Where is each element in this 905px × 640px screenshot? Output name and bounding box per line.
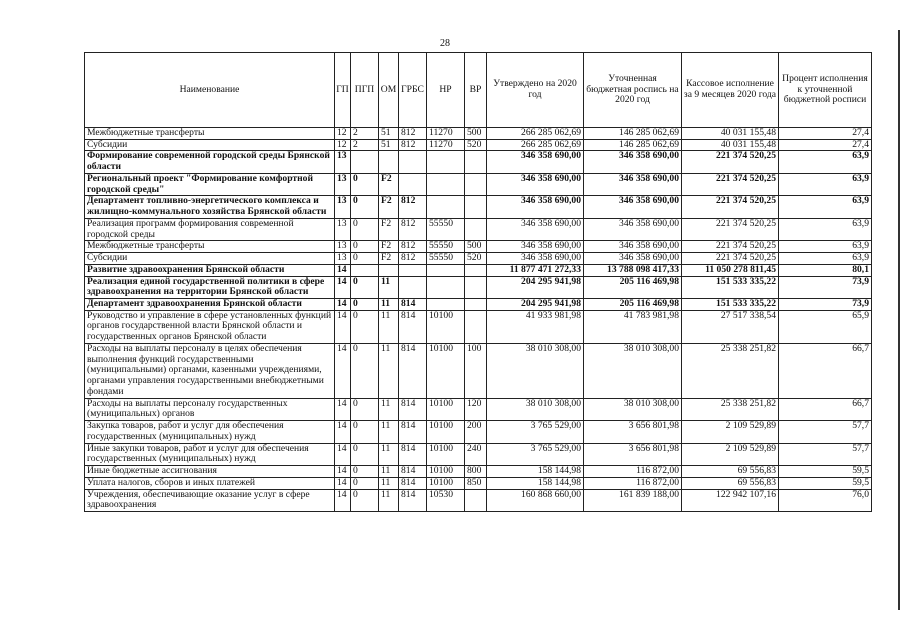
cash-cell: 221 374 520,25	[682, 218, 779, 240]
gp-cell: 14	[335, 398, 351, 420]
vr-cell	[465, 196, 487, 218]
grbs-cell: 814	[399, 343, 427, 398]
gp-cell: 14	[335, 299, 351, 311]
percent-cell: 80,1	[779, 264, 872, 276]
refined-cell: 346 358 690,00	[584, 253, 682, 265]
om-cell: 11	[379, 466, 399, 478]
name-cell: Учреждения, обеспечивающие оказание услуг в сфере здравоохранения	[85, 489, 335, 511]
percent-cell: 63,9	[779, 196, 872, 218]
refined-cell: 38 010 308,00	[584, 343, 682, 398]
approved-cell: 266 285 062,69	[487, 128, 584, 140]
grbs-cell: 812	[399, 128, 427, 140]
percent-cell: 63,9	[779, 253, 872, 265]
gp-cell: 13	[335, 173, 351, 195]
cash-cell: 221 374 520,25	[682, 241, 779, 253]
vr-cell: 500	[465, 241, 487, 253]
ppgp-cell: 0	[351, 276, 379, 298]
np-cell: 11270	[427, 139, 465, 151]
approved-cell: 158 144,98	[487, 466, 584, 478]
gp-cell: 13	[335, 218, 351, 240]
cash-cell: 221 374 520,25	[682, 173, 779, 195]
name-cell: Уплата налогов, сборов и иных платежей	[85, 477, 335, 489]
np-cell: 10530	[427, 489, 465, 511]
refined-cell: 13 788 098 417,33	[584, 264, 682, 276]
np-cell	[427, 299, 465, 311]
ppgp-cell: 0	[351, 196, 379, 218]
vr-cell	[465, 276, 487, 298]
om-cell: 11	[379, 477, 399, 489]
column-header-grbs: ГРБС	[399, 53, 427, 128]
name-cell: Департамент здравоохранения Брянской области	[85, 299, 335, 311]
table-row	[85, 128, 872, 140]
ppgp-cell: 0	[351, 299, 379, 311]
approved-cell: 346 358 690,00	[487, 196, 584, 218]
table-row	[85, 196, 872, 218]
table-row	[85, 218, 872, 240]
np-cell: 10100	[427, 421, 465, 443]
np-cell	[427, 151, 465, 173]
name-cell: Расходы на выплаты персоналу государственных (муниципальных) органов	[85, 398, 335, 420]
percent-cell: 76,0	[779, 489, 872, 511]
vr-cell: 800	[465, 466, 487, 478]
approved-cell: 11 877 471 272,33	[487, 264, 584, 276]
budget-table	[84, 52, 872, 512]
np-cell	[427, 276, 465, 298]
table-row	[85, 489, 872, 511]
ppgp-cell: 0	[351, 218, 379, 240]
ppgp-cell	[351, 151, 379, 173]
table-row	[85, 173, 872, 195]
cash-cell: 151 533 335,22	[682, 276, 779, 298]
grbs-cell: 812	[399, 196, 427, 218]
om-cell: F2	[379, 241, 399, 253]
np-cell	[427, 264, 465, 276]
ppgp-cell: 0	[351, 421, 379, 443]
vr-cell: 520	[465, 253, 487, 265]
approved-cell: 346 358 690,00	[487, 253, 584, 265]
refined-cell: 346 358 690,00	[584, 196, 682, 218]
vr-cell: 850	[465, 477, 487, 489]
percent-cell: 59,5	[779, 477, 872, 489]
grbs-cell: 814	[399, 466, 427, 478]
table-row	[85, 421, 872, 443]
gp-cell: 13	[335, 241, 351, 253]
om-cell: 11	[379, 398, 399, 420]
ppgp-cell: 0	[351, 173, 379, 195]
cash-cell: 2 109 529,89	[682, 443, 779, 465]
table-header-row	[85, 53, 872, 128]
grbs-cell	[399, 276, 427, 298]
name-cell: Формирование современной городской среды Брянской области	[85, 151, 335, 173]
gp-cell: 14	[335, 477, 351, 489]
refined-cell: 205 116 469,98	[584, 276, 682, 298]
grbs-cell: 812	[399, 218, 427, 240]
om-cell: 11	[379, 443, 399, 465]
np-cell: 10100	[427, 477, 465, 489]
np-cell: 10100	[427, 466, 465, 478]
table-row	[85, 264, 872, 276]
column-header-ppgp: ПГП	[351, 53, 379, 128]
np-cell: 55550	[427, 241, 465, 253]
om-cell: 11	[379, 310, 399, 343]
om-cell: 11	[379, 489, 399, 511]
ppgp-cell: 2	[351, 139, 379, 151]
om-cell: F2	[379, 173, 399, 195]
name-cell: Закупка товаров, работ и услуг для обеспечения государственных (муниципальных) нужд	[85, 421, 335, 443]
table-row	[85, 241, 872, 253]
table-row	[85, 299, 872, 311]
approved-cell: 346 358 690,00	[487, 241, 584, 253]
ppgp-cell: 0	[351, 466, 379, 478]
column-header-approved: Утверждено на 2020 год	[487, 53, 584, 128]
approved-cell: 346 358 690,00	[487, 218, 584, 240]
gp-cell: 12	[335, 139, 351, 151]
ppgp-cell: 0	[351, 443, 379, 465]
refined-cell: 38 010 308,00	[584, 398, 682, 420]
name-cell: Региональный проект "Формирование комфортной городской среды"	[85, 173, 335, 195]
cash-cell: 69 556,83	[682, 466, 779, 478]
grbs-cell: 814	[399, 398, 427, 420]
np-cell	[427, 196, 465, 218]
refined-cell: 346 358 690,00	[584, 241, 682, 253]
om-cell: 11	[379, 276, 399, 298]
refined-cell: 346 358 690,00	[584, 173, 682, 195]
vr-cell: 100	[465, 343, 487, 398]
ppgp-cell: 0	[351, 489, 379, 511]
approved-cell: 41 933 981,98	[487, 310, 584, 343]
np-cell: 55550	[427, 253, 465, 265]
gp-cell: 12	[335, 128, 351, 140]
om-cell: F2	[379, 253, 399, 265]
vr-cell	[465, 151, 487, 173]
np-cell: 10100	[427, 343, 465, 398]
np-cell: 11270	[427, 128, 465, 140]
vr-cell	[465, 264, 487, 276]
refined-cell: 346 358 690,00	[584, 151, 682, 173]
ppgp-cell: 0	[351, 310, 379, 343]
refined-cell: 161 839 188,00	[584, 489, 682, 511]
percent-cell: 57,7	[779, 443, 872, 465]
column-header-cash: Кассовое исполнение за 9 месяцев 2020 года	[682, 53, 779, 128]
gp-cell: 14	[335, 276, 351, 298]
vr-cell	[465, 173, 487, 195]
percent-cell: 73,9	[779, 299, 872, 311]
vr-cell	[465, 489, 487, 511]
grbs-cell: 814	[399, 489, 427, 511]
percent-cell: 57,7	[779, 421, 872, 443]
percent-cell: 73,9	[779, 276, 872, 298]
refined-cell: 3 656 801,98	[584, 443, 682, 465]
table-row	[85, 443, 872, 465]
om-cell: F2	[379, 218, 399, 240]
percent-cell: 63,9	[779, 218, 872, 240]
grbs-cell	[399, 173, 427, 195]
ppgp-cell: 0	[351, 241, 379, 253]
cash-cell: 2 109 529,89	[682, 421, 779, 443]
vr-cell: 240	[465, 443, 487, 465]
refined-cell: 346 358 690,00	[584, 218, 682, 240]
vr-cell: 120	[465, 398, 487, 420]
np-cell: 55550	[427, 218, 465, 240]
column-header-refined: Уточненная бюджетная роспись на 2020 год	[584, 53, 682, 128]
approved-cell: 3 765 529,00	[487, 421, 584, 443]
percent-cell: 27,4	[779, 128, 872, 140]
vr-cell: 520	[465, 139, 487, 151]
refined-cell: 146 285 062,69	[584, 128, 682, 140]
gp-cell: 13	[335, 253, 351, 265]
gp-cell: 14	[335, 421, 351, 443]
ppgp-cell: 0	[351, 253, 379, 265]
gp-cell: 13	[335, 151, 351, 173]
percent-cell: 63,9	[779, 151, 872, 173]
cash-cell: 221 374 520,25	[682, 196, 779, 218]
np-cell: 10100	[427, 443, 465, 465]
cash-cell: 122 942 107,16	[682, 489, 779, 511]
vr-cell: 200	[465, 421, 487, 443]
om-cell	[379, 151, 399, 173]
table-row	[85, 343, 872, 398]
name-cell: Расходы на выплаты персоналу в целях обеспечения выполнения функций государственными (муниципальными) органами, казенными учреждениями, органами управления государственными внебюджетными фондами	[85, 343, 335, 398]
np-cell: 10100	[427, 398, 465, 420]
approved-cell: 204 295 941,98	[487, 299, 584, 311]
table-row	[85, 151, 872, 173]
grbs-cell: 812	[399, 241, 427, 253]
name-cell: Реализация программ формирования современной городской среды	[85, 218, 335, 240]
table-row	[85, 139, 872, 151]
percent-cell: 63,9	[779, 241, 872, 253]
approved-cell: 158 144,98	[487, 477, 584, 489]
refined-cell: 41 783 981,98	[584, 310, 682, 343]
ppgp-cell: 0	[351, 398, 379, 420]
gp-cell: 14	[335, 343, 351, 398]
scan-edge-line	[898, 30, 900, 610]
grbs-cell: 814	[399, 299, 427, 311]
name-cell: Субсидии	[85, 139, 335, 151]
grbs-cell: 814	[399, 421, 427, 443]
cash-cell: 69 556,83	[682, 477, 779, 489]
cash-cell: 40 031 155,48	[682, 139, 779, 151]
om-cell: 11	[379, 299, 399, 311]
grbs-cell: 812	[399, 139, 427, 151]
approved-cell: 204 295 941,98	[487, 276, 584, 298]
om-cell	[379, 264, 399, 276]
approved-cell: 3 765 529,00	[487, 443, 584, 465]
om-cell: F2	[379, 196, 399, 218]
om-cell: 51	[379, 139, 399, 151]
cash-cell: 27 517 338,54	[682, 310, 779, 343]
cash-cell: 25 338 251,82	[682, 398, 779, 420]
gp-cell: 13	[335, 196, 351, 218]
column-header-om: ОМ	[379, 53, 399, 128]
grbs-cell	[399, 264, 427, 276]
np-cell: 10100	[427, 310, 465, 343]
cash-cell: 11 050 278 811,45	[682, 264, 779, 276]
approved-cell: 266 285 062,69	[487, 139, 584, 151]
approved-cell: 346 358 690,00	[487, 151, 584, 173]
table-row	[85, 398, 872, 420]
om-cell: 11	[379, 343, 399, 398]
cash-cell: 221 374 520,25	[682, 253, 779, 265]
ppgp-cell	[351, 264, 379, 276]
om-cell: 51	[379, 128, 399, 140]
vr-cell: 500	[465, 128, 487, 140]
cash-cell: 151 533 335,22	[682, 299, 779, 311]
vr-cell	[465, 310, 487, 343]
page-number: 28	[440, 38, 450, 49]
name-cell: Межбюджетные трансферты	[85, 241, 335, 253]
percent-cell: 27,4	[779, 139, 872, 151]
name-cell: Развитие здравоохранения Брянской области	[85, 264, 335, 276]
column-header-np: НР	[427, 53, 465, 128]
name-cell: Иные закупки товаров, работ и услуг для обеспечения государственных (муниципальных) нужд	[85, 443, 335, 465]
refined-cell: 3 656 801,98	[584, 421, 682, 443]
refined-cell: 116 872,00	[584, 477, 682, 489]
percent-cell: 59,5	[779, 466, 872, 478]
name-cell: Департамент топливно-энергетического комплекса и жилищно-коммунального хозяйства Брянской области	[85, 196, 335, 218]
cash-cell: 40 031 155,48	[682, 128, 779, 140]
grbs-cell	[399, 151, 427, 173]
gp-cell: 14	[335, 264, 351, 276]
refined-cell: 205 116 469,98	[584, 299, 682, 311]
percent-cell: 65,9	[779, 310, 872, 343]
grbs-cell: 814	[399, 477, 427, 489]
cash-cell: 25 338 251,82	[682, 343, 779, 398]
refined-cell: 146 285 062,69	[584, 139, 682, 151]
refined-cell: 116 872,00	[584, 466, 682, 478]
approved-cell: 346 358 690,00	[487, 173, 584, 195]
approved-cell: 160 868 660,00	[487, 489, 584, 511]
ppgp-cell: 2	[351, 128, 379, 140]
vr-cell	[465, 299, 487, 311]
name-cell: Реализация единой государственной политики в сфере здравоохранения на территории Брянской области	[85, 276, 335, 298]
percent-cell: 66,7	[779, 343, 872, 398]
table-row	[85, 477, 872, 489]
np-cell	[427, 173, 465, 195]
name-cell: Межбюджетные трансферты	[85, 128, 335, 140]
percent-cell: 63,9	[779, 173, 872, 195]
name-cell: Руководство и управление в сфере установленных функций органов государственной власти Брянской области и государственных органов Брянской области	[85, 310, 335, 343]
name-cell: Иные бюджетные ассигнования	[85, 466, 335, 478]
gp-cell: 14	[335, 489, 351, 511]
table-row	[85, 466, 872, 478]
grbs-cell: 814	[399, 443, 427, 465]
approved-cell: 38 010 308,00	[487, 398, 584, 420]
ppgp-cell: 0	[351, 343, 379, 398]
vr-cell	[465, 218, 487, 240]
gp-cell: 14	[335, 310, 351, 343]
cash-cell: 221 374 520,25	[682, 151, 779, 173]
percent-cell: 66,7	[779, 398, 872, 420]
grbs-cell: 812	[399, 253, 427, 265]
table-row	[85, 310, 872, 343]
approved-cell: 38 010 308,00	[487, 343, 584, 398]
column-header-gp: ГП	[335, 53, 351, 128]
column-header-name: Наименование	[85, 53, 335, 128]
grbs-cell: 814	[399, 310, 427, 343]
gp-cell: 14	[335, 443, 351, 465]
om-cell: 11	[379, 421, 399, 443]
column-header-vr: ВР	[465, 53, 487, 128]
gp-cell: 14	[335, 466, 351, 478]
name-cell: Субсидии	[85, 253, 335, 265]
table-row	[85, 276, 872, 298]
column-header-percent: Процент исполнения к уточненной бюджетной росписи	[779, 53, 872, 128]
table-row	[85, 253, 872, 265]
ppgp-cell: 0	[351, 477, 379, 489]
